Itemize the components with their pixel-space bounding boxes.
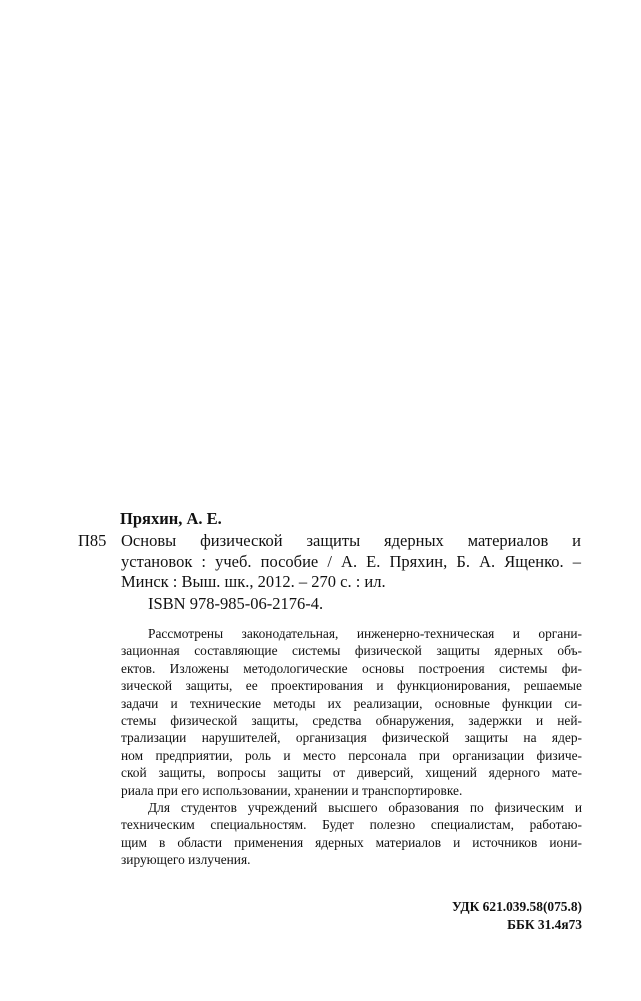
- annotation-line: техническим специальностям. Будет полезно специалистам, работаю-: [121, 817, 582, 833]
- annotation-line: трализации нарушителей, организация физической защиты на ядер-: [121, 730, 582, 746]
- annotation-line: Рассмотрены законодательная, инженерно-техническая и органи-: [148, 626, 582, 641]
- classification-codes: [452, 898, 582, 934]
- description-line: Основы физической защиты ядерных материалов и: [121, 531, 581, 550]
- annotation-line: Для студентов учреждений высшего образования по физическим и: [148, 800, 582, 816]
- annotation-line: ской защиты, вопросы защиты от диверсий, хищений ядерного мате-: [121, 765, 582, 781]
- author-sign-code: П85: [78, 531, 107, 550]
- annotation-line: зирующего излучения.: [121, 852, 251, 868]
- udk-code: УДК 621.039.58(075.8): [451, 899, 582, 914]
- annotation: [121, 625, 582, 869]
- annotation-line: риала при его использовании, хранении и транспортировке.: [121, 782, 463, 798]
- annotation-line: щим в области применения ядерных материалов и источников иони-: [121, 834, 582, 850]
- bibliographic-description: [121, 531, 581, 593]
- isbn: ISBN 978-985-06-2176-4.: [148, 594, 324, 613]
- author-heading: Пряхин, А. Е.: [120, 509, 222, 528]
- bbk-code: ББК 31.4я73: [507, 917, 582, 932]
- annotation-line: зической защиты, ее проектирования и функционирования, решаемые: [121, 678, 582, 694]
- annotation-line: ном предприятии, роль и место персонала при организации физиче-: [121, 747, 582, 763]
- annotation-line: стемы физической защиты, средства обнаружения, задержки и ней-: [121, 713, 582, 729]
- description-line: Минск : Выш. шк., 2012. – 270 с. : ил.: [121, 572, 386, 591]
- annotation-line: ектов. Изложены методологические основы построения системы фи-: [121, 660, 582, 676]
- annotation-line: зационная составляющие системы физической защиты ядерных объ-: [121, 643, 582, 659]
- description-line: установок : учеб. пособие / А. Е. Пряхин, Б. А. Ященко. –: [121, 551, 581, 571]
- annotation-line: задачи и технические методы их реализации, основные функции си-: [121, 695, 582, 711]
